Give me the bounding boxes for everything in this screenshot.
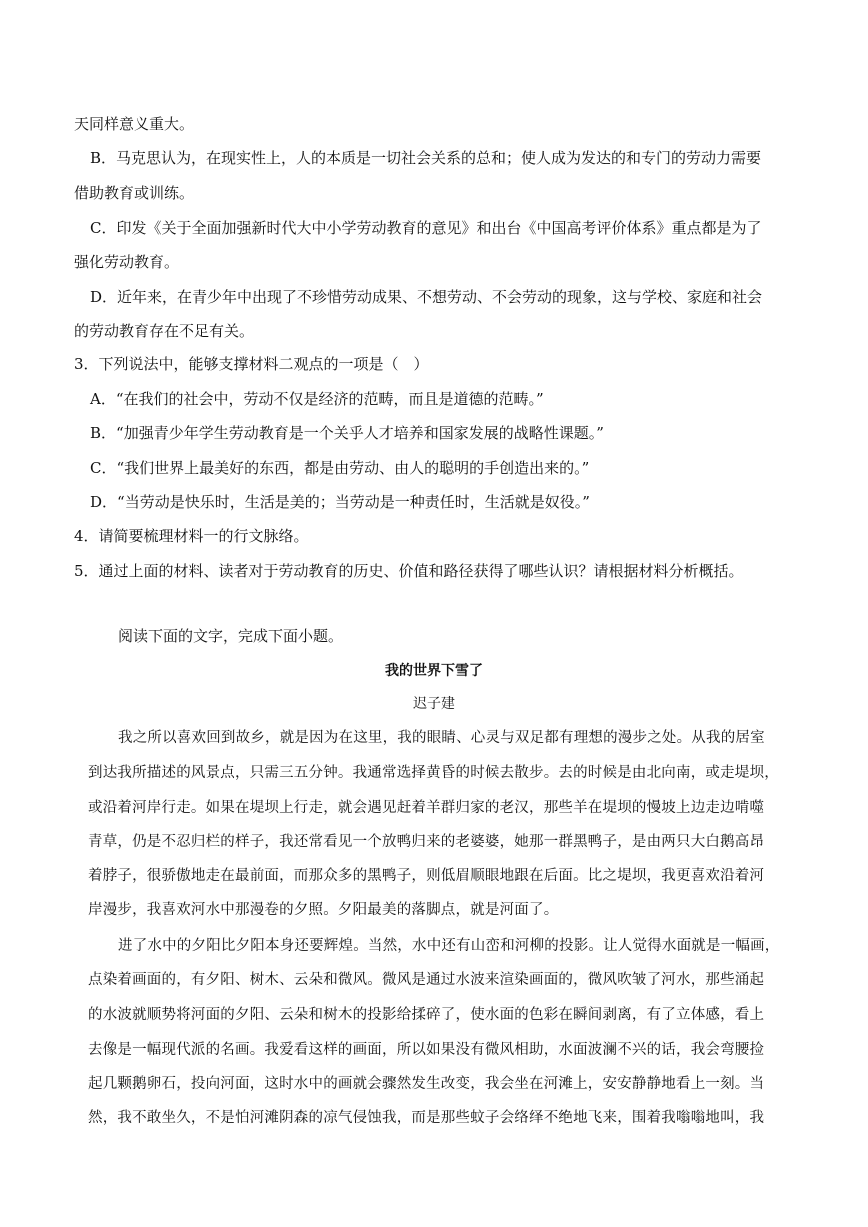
question-3-stem: 3．下列说法中，能够支撑材料二观点的一项是（ ） xyxy=(74,355,429,373)
question-4: 4．请简要梳理材料一的行文脉络。 xyxy=(74,527,309,545)
question-3-option-c: C．“我们世界上最美好的东西，都是由劳动、由人的聪明的手创造出来的。” xyxy=(90,459,590,477)
option-d-line-2: 的劳动教育存在不足有关。 xyxy=(74,322,255,340)
story-p1-line: 到达我所描述的风景点，只需三五分钟。我通常选择黄昏的时候去散步。去的时候是由北向南，或走堤坝， xyxy=(88,765,779,781)
story-p1-line: 岸漫步，我喜欢河水中那漫卷的夕照。夕阳最美的落脚点，就是河面了。 xyxy=(88,902,559,918)
story-p2-line: 点染着画面的，有夕阳、树木、云朵和微风。微风是通过水波来渲染画面的，微风吹皱了河水，那些涌起 xyxy=(88,972,765,988)
story-p1-line: 着脖子，很骄傲地走在最前面，而那众多的黑鸭子，则低眉顺眼地跟在后面。比之堤坝，我更喜欢沿着河 xyxy=(88,868,765,884)
option-d-line-1: D．近年来，在青少年中出现了不珍惜劳动成果、不想劳动、不会劳动的现象，这与学校、家庭和社会 xyxy=(90,288,763,306)
story-author: 迟子建 xyxy=(413,696,455,712)
story-p1-line: 我之所以喜欢回到故乡，就是因为在这里，我的眼睛、心灵与双足都有理想的漫步之处。从我的居室 xyxy=(118,730,765,746)
story-p2-line: 然，我不敢坐久，不是怕河滩阴森的凉气侵蚀我，而是那些蚊子会络绎不绝地飞来，围着我嗡嗡地叫，我 xyxy=(88,1110,765,1126)
question-3-option-d: D．“当劳动是快乐时，生活是美的；当劳动是一种责任时，生活就是奴役。” xyxy=(90,493,590,511)
story-p2-line: 进了水中的夕阳比夕阳本身还要辉煌。当然，水中还有山峦和河柳的投影。让人觉得水面就是一幅画， xyxy=(118,938,780,954)
question-5: 5．通过上面的材料、读者对于劳动教育的历史、价值和路径获得了哪些认识？请根据材料分析概括。 xyxy=(74,562,744,580)
question-3-option-a: A．“在我们的社会中，劳动不仅是经济的范畴，而且是道德的范畴。” xyxy=(90,390,544,408)
option-c-line-2: 强化劳动教育。 xyxy=(74,253,180,271)
question-3-option-b: B．“加强青少年学生劳动教育是一个关乎人才培养和国家发展的战略性课题。” xyxy=(90,424,604,442)
story-p1-line: 青草，仍是不忍归栏的样子，我还常看见一个放鸭归来的老婆婆，她那一群黑鸭子，是由两只大白鹅高昂 xyxy=(88,834,765,850)
story-p2-line: 起几颗鹅卵石，投向河面，这时水中的画就会骤然发生改变，我会坐在河滩上，安安静静地看上一刻。当 xyxy=(88,1076,765,1092)
option-a-continuation: 天同样意义重大。 xyxy=(74,115,195,133)
story-p1-line: 或沿着河岸行走。如果在堤坝上行走，就会遇见赶着羊群归家的老汉，那些羊在堤坝的慢坡上边走边啃噬 xyxy=(88,800,765,816)
story-p2-line: 去像是一幅现代派的名画。我爱看这样的画面，所以如果没有微风相助，水面波澜不兴的话，我会弯腰捡 xyxy=(88,1042,765,1058)
story-p2-line: 的水波就顺势将河面的夕阳、云朵和树木的投影给揉碎了，使水面的色彩在瞬间剥离，有了立体感，看上 xyxy=(88,1007,765,1023)
option-b-line-1: B．马克思认为，在现实性上，人的本质是一切社会关系的总和；使人成为发达的和专门的劳动力需要 xyxy=(90,149,762,167)
option-c-line-1: C．印发《关于全面加强新时代大中小学劳动教育的意见》和出台《中国高考评价体系》重点都是为了 xyxy=(90,219,762,237)
option-b-line-2: 借助教育或训练。 xyxy=(74,184,195,202)
story-title: 我的世界下雪了 xyxy=(385,663,483,679)
reading-instruction: 阅读下面的文字，完成下面小题。 xyxy=(118,627,344,645)
